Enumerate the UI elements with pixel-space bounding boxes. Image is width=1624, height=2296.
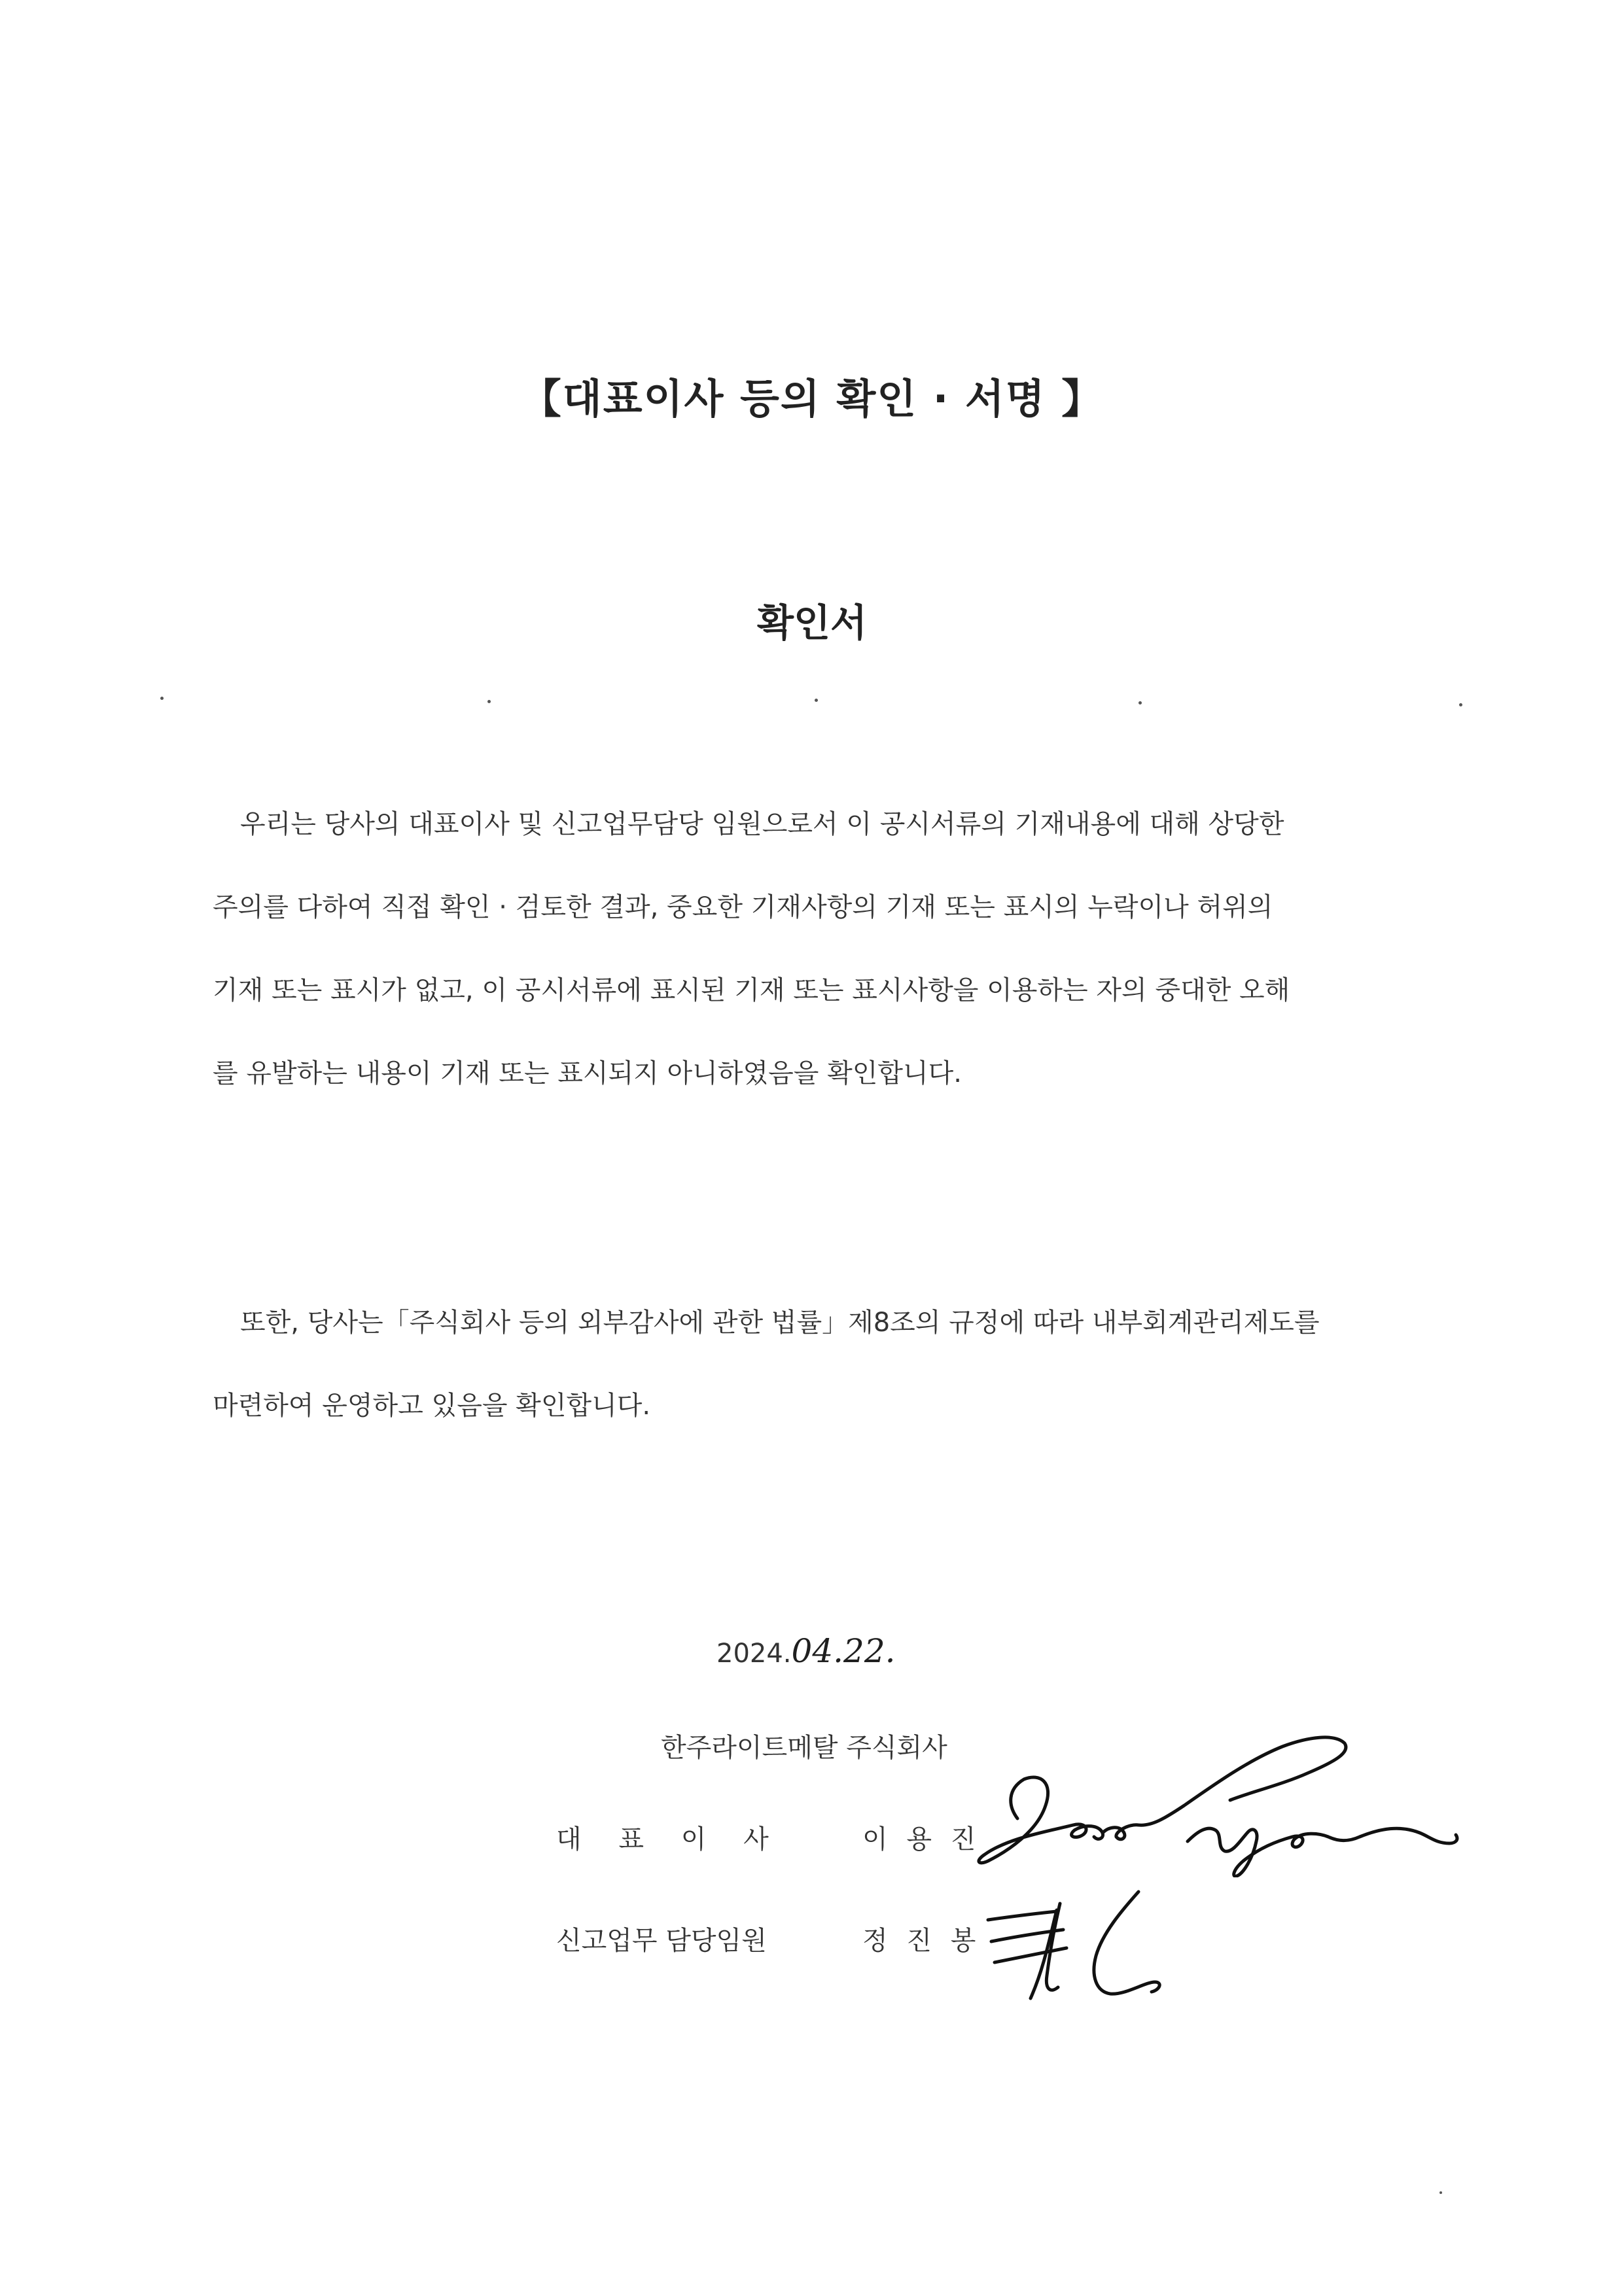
company-name: 한주라이트메탈 주식회사 <box>661 1733 947 1763</box>
paragraph-line: 또한, 당사는「주식회사 등의 외부감사에 관한 법률」제8조의 규정에 따라 내부회계관리제도를 <box>240 1308 1320 1338</box>
page-title: 【대표이사 등의 확인 · 서명 】 <box>520 375 1104 423</box>
scan-speck <box>815 699 818 702</box>
scan-speck <box>160 697 164 700</box>
ceo-role-label: 대 표 이 사 <box>556 1824 783 1854</box>
document-heading: 확인서 <box>756 600 868 645</box>
scan-speck <box>1139 701 1142 704</box>
signing-date <box>716 1632 896 1670</box>
scan-speck <box>1459 703 1462 706</box>
ceo-signature <box>968 1727 1466 1877</box>
reporting-officer-name: 정 진 봉 <box>862 1926 981 1956</box>
reporting-officer-role-label: 신고업무 담당임원 <box>556 1926 767 1956</box>
reporting-officer-signature <box>985 1884 1194 2015</box>
ceo-name: 이 용 진 <box>862 1824 981 1854</box>
paragraph-line: 우리는 당사의 대표이사 및 신고업무담당 임원으로서 이 공시서류의 기재내용에 대해 상당한 <box>240 809 1284 839</box>
date-handwritten: 04.22. <box>791 1632 896 1670</box>
paragraph-line: 기재 또는 표시가 없고, 이 공시서류에 표시된 기재 또는 표시사항을 이용하는 자의 중대한 오해 <box>213 975 1290 1005</box>
scan-speck <box>1439 2191 1442 2194</box>
paragraph-line: 마련하여 운영하고 있음을 확인합니다. <box>213 1391 651 1421</box>
scan-speck <box>487 700 491 703</box>
paragraph-line: 주의를 다하여 직접 확인 · 검토한 결과, 중요한 기재사항의 기재 또는 표시의 누락이나 허위의 <box>213 892 1273 922</box>
paragraph-line: 를 유발하는 내용이 기재 또는 표시되지 아니하였음을 확인합니다. <box>213 1058 962 1088</box>
date-year: 2024. <box>716 1639 792 1669</box>
